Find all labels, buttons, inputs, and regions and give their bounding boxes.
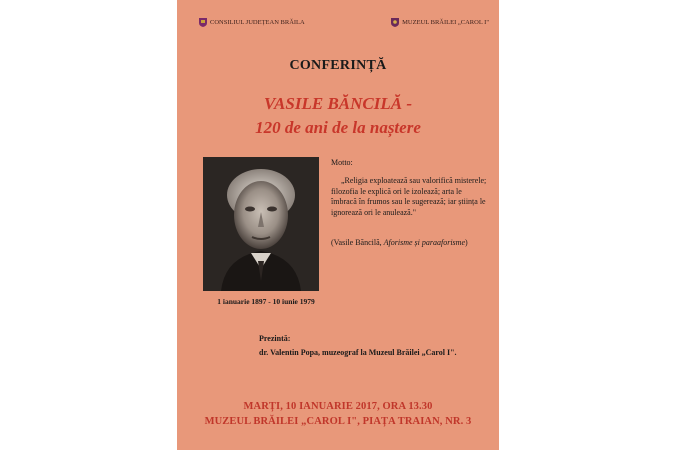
title-line-2: 120 de ani de la naștere xyxy=(255,118,421,137)
poster xyxy=(177,0,499,450)
source-prefix: (Vasile Băncilă, xyxy=(331,238,384,247)
museum-label: MUZEUL BRĂILEI „CAROL I" xyxy=(402,19,489,26)
portrait-photo xyxy=(203,157,319,291)
header xyxy=(177,18,499,34)
presenter-label: Prezintă: xyxy=(259,334,291,343)
presenter-name: dr. Valentin Popa, muzeograf la Muzeul Brăilei „Carol I". xyxy=(259,348,457,357)
motto-source xyxy=(331,238,468,247)
motto-quote: „Religia exploatează sau valorifică misterele; filozofia le explică ori le izolează; arta le îmbracă în frumos sau le sugerează; iar știința le ignorează ori le anulează." xyxy=(331,176,487,217)
event-date-time: MARȚI, 10 IANUARIE 2017, ORA 13.30 xyxy=(243,401,433,412)
source-book-title: Aforisme și paraaforisme xyxy=(383,238,465,247)
museum-crest-icon xyxy=(391,18,399,27)
conference-heading: CONFERINȚĂ xyxy=(289,58,387,73)
source-suffix: ) xyxy=(465,238,468,247)
county-council-label: CONSILIUL JUDEȚEAN BRĂILA xyxy=(210,19,305,26)
title-line-1: VASILE BĂNCILĂ - xyxy=(263,94,412,113)
event-location: MUZEUL BRĂILEI „CAROL I", PIAȚA TRAIAN, NR. 3 xyxy=(204,416,472,427)
motto-label: Motto: xyxy=(331,158,353,167)
header-right xyxy=(391,18,489,27)
county-crest-icon xyxy=(199,18,207,27)
life-dates: 1 ianuarie 1897 - 10 iunie 1979 xyxy=(217,297,315,306)
header-left xyxy=(199,18,305,27)
